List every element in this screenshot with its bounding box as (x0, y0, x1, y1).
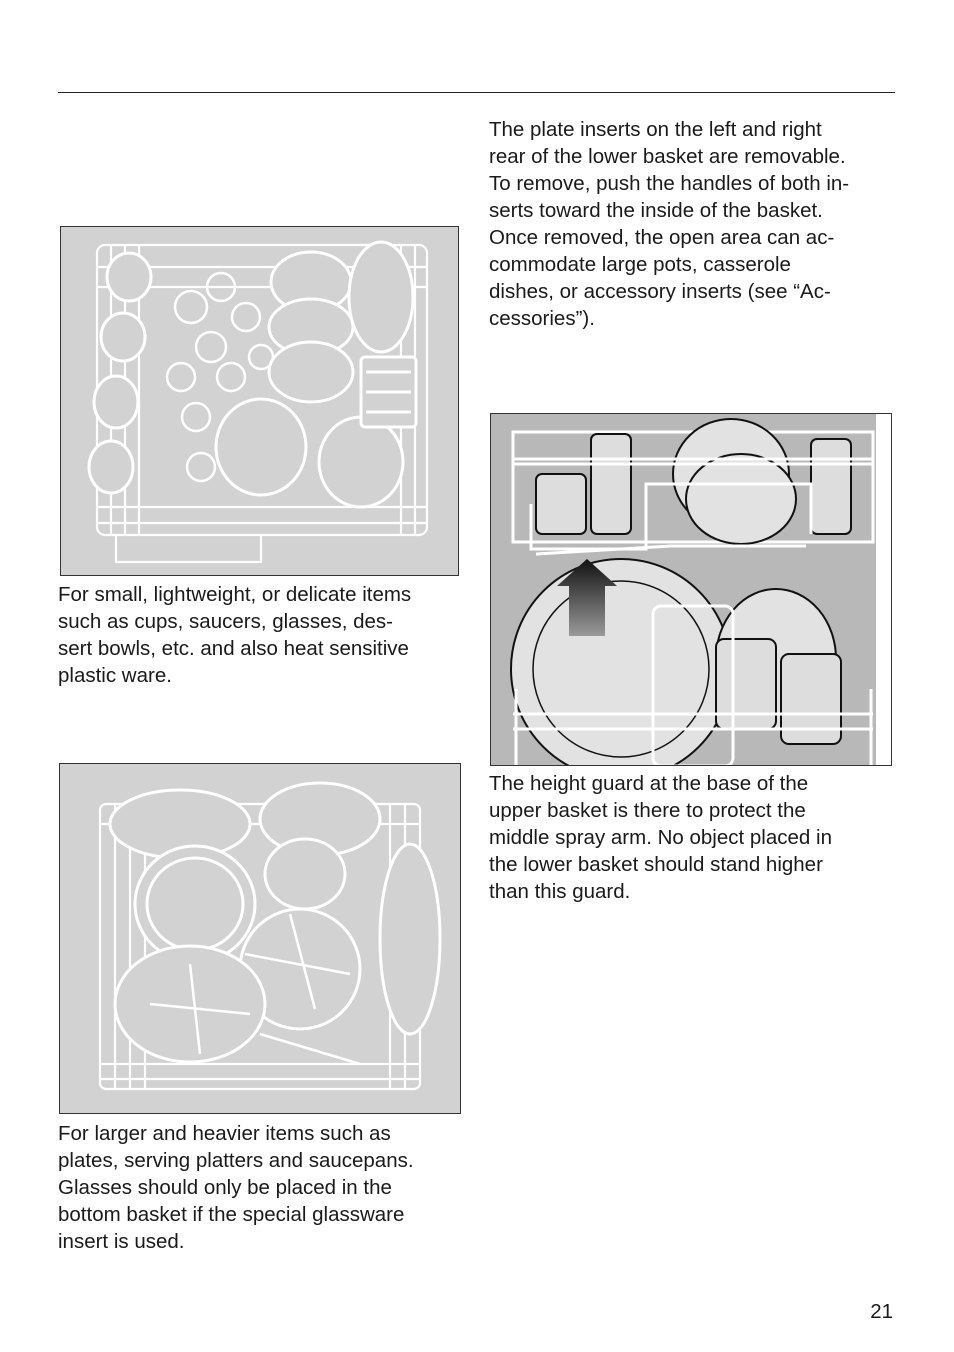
height-guard-text: The height guard at the base of the upper basket is there to protect the middle spray arm. No object placed in the lower basket should stand higher than this guard. (489, 772, 832, 903)
cups-left-row (89, 253, 151, 493)
upper-basket-illustration (60, 226, 459, 576)
plate-inserts-text: The plate inserts on the left and right rear of the lower basket are removable. To remove, push the handles of both in- serts toward the inside of the basket. Once removed, the open area can ac- commodate large pots, casserole dishes, or accessory inserts (see “Ac- cessories”). (489, 118, 850, 330)
upper-basket (513, 419, 873, 554)
header-rule (58, 92, 895, 93)
lower-basket-illustration (59, 763, 461, 1114)
lower-basket-caption: For larger and heavier items such as plates, serving platters and saucepans. Glasses should only be placed in the bottom basket if the special glassware insert is used. (58, 1122, 414, 1253)
lower-basket (511, 559, 873, 765)
upper-basket-caption: For small, lightweight, or delicate items such as cups, saucers, glasses, des- sert bowls, etc. and also heat sensitive plastic ware. (58, 583, 412, 687)
dessert-plate-right (349, 242, 416, 427)
page-number: 21 (870, 1300, 893, 1323)
height-guard-illustration (490, 413, 892, 766)
